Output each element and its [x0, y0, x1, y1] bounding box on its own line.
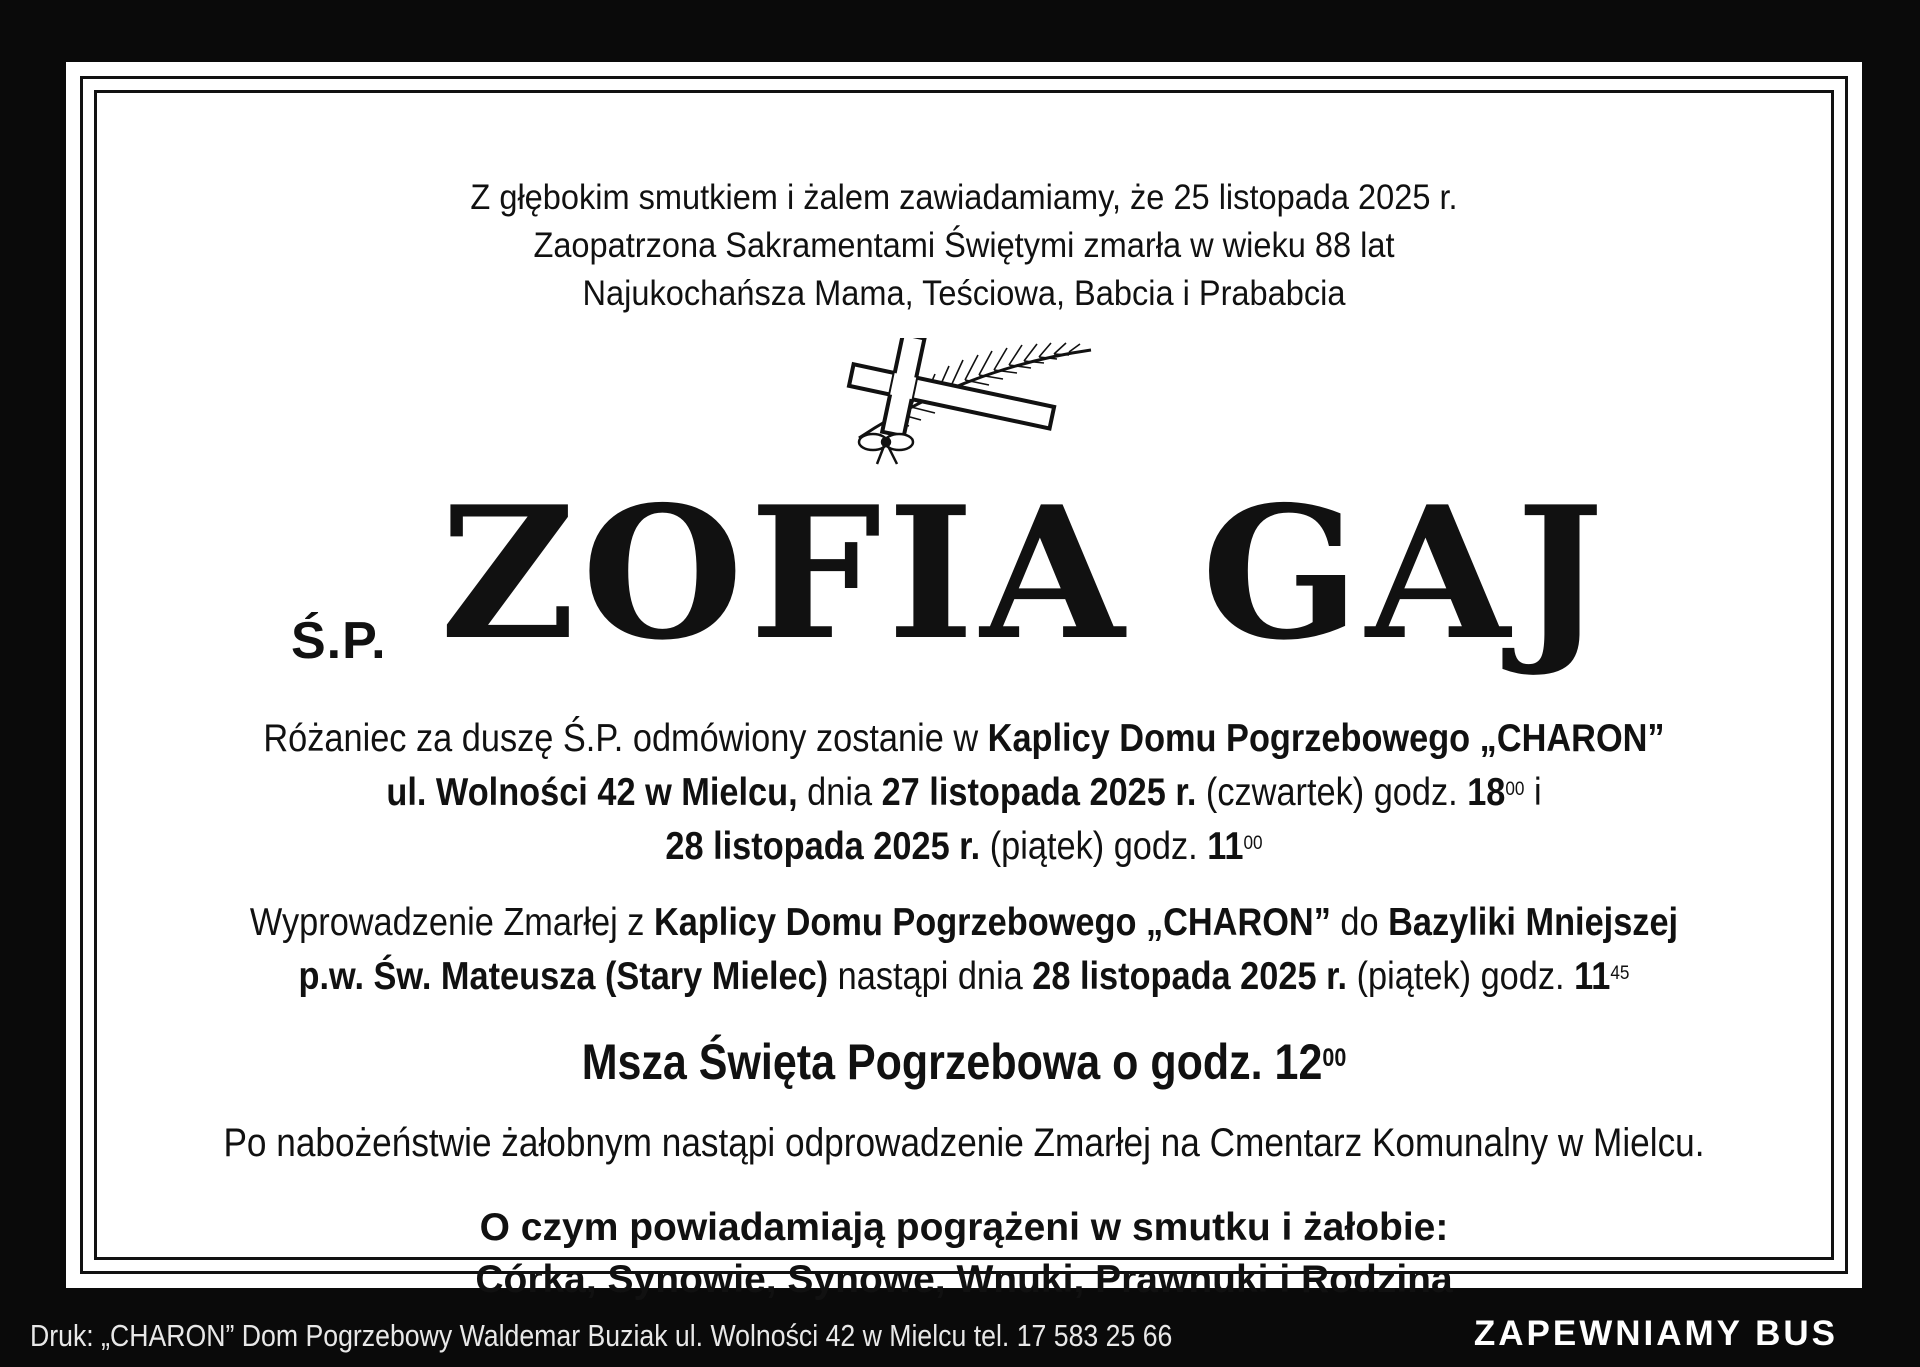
- intro-line: Najukochańsza Mama, Teściowa, Babcia i Prababcia: [582, 274, 1346, 313]
- signoff-line: O czym powiadamiają pogrążeni w smutku i żałobie:: [479, 1206, 1449, 1249]
- rosary-date: 28 listopada 2025 r.: [665, 825, 981, 868]
- procession-line: [209, 896, 1719, 950]
- address: ul. Wolności 42 w Mielcu,: [386, 771, 798, 814]
- mass-line: [226, 1030, 1702, 1094]
- signoff-line: Córka, Synowie, Synowe, Wnuki, Prawnuki i Rodzina: [475, 1258, 1453, 1301]
- cross-with-palm-icon: [829, 338, 1099, 468]
- text-segment: (czwartek) godz.: [1196, 771, 1468, 814]
- rosary-line: [209, 820, 1719, 874]
- chapel-name: Kaplicy Domu Pogrzebowego „CHARON”: [987, 717, 1665, 760]
- text-segment: dnia: [797, 771, 882, 814]
- signoff: [106, 1202, 1822, 1306]
- obituary-content: [106, 102, 1822, 1301]
- procession-time-minutes: 45: [1610, 962, 1630, 984]
- deceased-name-row: [106, 468, 1822, 678]
- rosary-time-hour: 18: [1467, 771, 1506, 814]
- rosary-paragraph: [209, 712, 1719, 874]
- rosary-line: [209, 766, 1719, 820]
- text-segment: Wyprowadzenie Zmarłej z: [249, 901, 654, 944]
- text-segment: i: [1524, 771, 1542, 814]
- mass-time-minutes: 00: [1322, 1044, 1347, 1072]
- rosary-line: [209, 712, 1719, 766]
- mass-text: Msza Święta Pogrzebowa o godz. 12: [581, 1034, 1323, 1090]
- procession-date: 28 listopada 2025 r.: [1032, 955, 1348, 998]
- intro-text: [166, 174, 1762, 318]
- name-prefix: Ś.P.: [291, 612, 387, 670]
- text-segment: nastąpi dnia: [828, 955, 1033, 998]
- after-service-text: Po nabożeństwie żałobnym nastąpi odprowadzenie Zmarłej na Cmentarz Komunalny w Mielcu.: [223, 1121, 1705, 1165]
- deceased-name: ZOFIA GAJ: [440, 466, 1611, 680]
- text-segment: (piątek) godz.: [980, 825, 1208, 868]
- procession-time-hour: 11: [1574, 955, 1611, 998]
- intro-line: Zaopatrzona Sakramentami Świętymi zmarła w wieku 88 lat: [533, 226, 1395, 265]
- chapel-name: Kaplicy Domu Pogrzebowego „CHARON”: [653, 901, 1331, 944]
- text-segment: (piątek) godz.: [1347, 955, 1575, 998]
- procession-line: [209, 950, 1719, 1004]
- procession-paragraph: [209, 896, 1719, 1004]
- printer-credit: Druk: „CHARON” Dom Pogrzebowy Waldemar Buziak ul. Wolności 42 w Mielcu tel. 17 583 25 66: [30, 1318, 1173, 1353]
- rosary-time-minutes: 00: [1243, 832, 1263, 854]
- bus-notice: ZAPEWNIAMY BUS: [1473, 1314, 1838, 1353]
- text-segment: Różaniec za duszę Ś.P. odmówiony zostanie w: [263, 717, 988, 760]
- text-segment: do: [1330, 901, 1389, 944]
- intro-line: Z głębokim smutkiem i żalem zawiadamiamy, że 25 listopada 2025 r.: [470, 178, 1458, 217]
- obituary-card: [66, 62, 1862, 1301]
- basilica-name: p.w. Św. Mateusza (Stary Mielec): [298, 955, 829, 998]
- rosary-time-minutes: 00: [1505, 778, 1525, 800]
- rosary-date: 27 listopada 2025 r.: [881, 771, 1197, 814]
- rosary-time-hour: 11: [1207, 825, 1244, 868]
- basilica-name: Bazyliki Mniejszej: [1388, 901, 1679, 944]
